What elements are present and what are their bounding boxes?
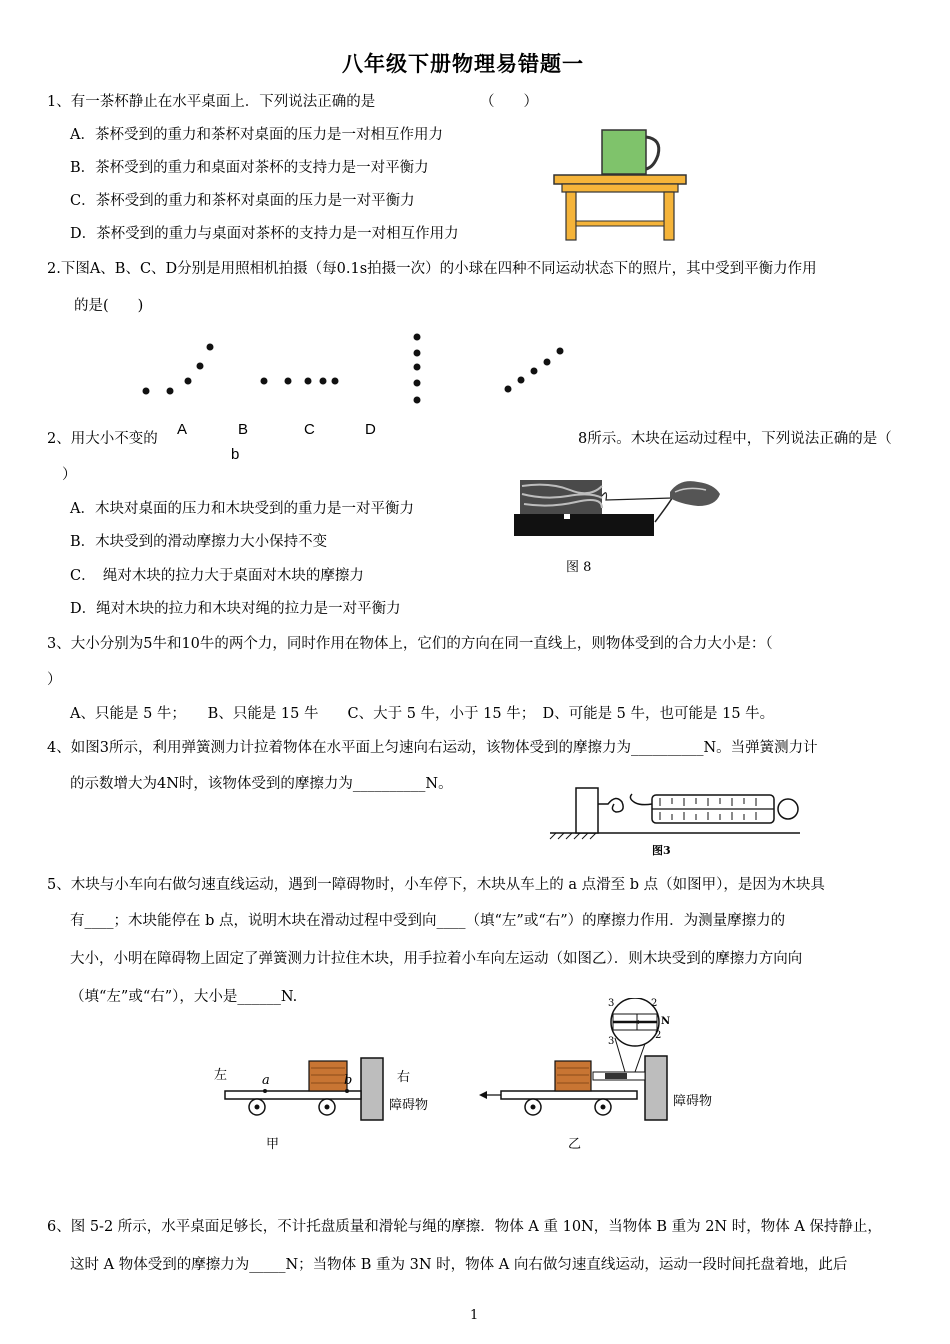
photo-label-d: D — [365, 421, 376, 438]
scale-label-top: 2 — [651, 998, 658, 1009]
hook — [598, 798, 623, 812]
q2b-close: ） — [62, 467, 77, 483]
photo-label-a: A — [177, 421, 188, 438]
table-leg-left — [566, 192, 576, 240]
photo-a-dots — [143, 344, 214, 395]
caption-yi: 乙 — [568, 1137, 582, 1152]
label-right: 右 — [397, 1070, 411, 1085]
q2a-line1: 2.下图A、B、C、D分别是用照相机拍摄（每0.1s拍摄一次）的小球在四种不同运动状态下的照片，其中受到平衡力作用 — [47, 261, 817, 277]
q2b-option-a: A．木块对桌面的压力和木块受到的重力是一对平衡力 — [70, 501, 414, 517]
q6-line2: 这时 A 物体受到的摩擦力为_____N；当物体 B 重为 3N 时，物体 A 向右做匀速直线运动，运动一段时间托盘着地，此后 — [70, 1257, 848, 1273]
q2b-option-d: D．绳对木块的拉力和木块对绳的拉力是一对平衡力 — [70, 601, 401, 617]
photo-d-dots — [505, 348, 564, 393]
q1-option-a: A．茶杯受到的重力和茶杯对桌面的压力是一对相互作用力 — [70, 127, 443, 143]
q6-line1: 6、图 5-2 所示，水平桌面足够长，不计托盘质量和滑轮与绳的摩擦．物体 A 重 10N，当物体 B 重为 2N 时，物体 A 保持静止， — [47, 1219, 882, 1235]
wood-block — [309, 1061, 347, 1091]
q1-stem: 1、有一茶杯静止在水平桌面上．下列说法正确的是 — [47, 94, 376, 110]
scale-label-left-top: 3 — [608, 998, 615, 1009]
q3-line1: 3、大小分别为5牛和10牛的两个力，同时作用在物体上，它们的方向在同一直线上，则物体受到的合力大小是：（ — [47, 636, 773, 652]
q2a-line2: 的是( ) — [74, 298, 144, 314]
label-left: 左 — [214, 1068, 228, 1083]
label-obstacle-jia: 障碍物 — [389, 1098, 429, 1113]
cup-on-table-figure — [550, 125, 690, 243]
string — [602, 493, 672, 500]
page-title: 八年级下册物理易错题一 — [342, 51, 584, 76]
photo-label-c: C — [304, 421, 315, 438]
figure-8-caption: 图 8 — [566, 560, 592, 575]
cart-deck — [501, 1091, 637, 1099]
q1-option-c: C．茶杯受到的重力和茶杯对桌面的压力是一对平衡力 — [70, 193, 415, 209]
q5-line2: 有____；木块能停在 b 点，说明木块在滑动过程中受到向____（填“左”或“右”）的摩擦力作用．为测量摩擦力的 — [70, 913, 786, 929]
scale-label-right: 2 — [655, 1030, 662, 1041]
wood-block — [555, 1061, 591, 1091]
obstacle — [361, 1058, 383, 1120]
q1-option-d: D．茶杯受到的重力与桌面对茶杯的支持力是一对相互作用力 — [70, 226, 459, 242]
cart-figure-jia — [215, 1052, 395, 1122]
table-top — [554, 175, 686, 184]
table-apron — [562, 184, 678, 192]
label-point-b: b — [344, 1073, 353, 1088]
photo-b-dots — [261, 378, 339, 385]
block-pull-figure — [510, 472, 730, 547]
q5-line1: 5、木块与小车向右做匀速直线运动，遇到一障碍物时，小车停下，木块从车上的 a 点滑至 b 点（如图甲），是因为木块具 — [47, 877, 825, 893]
q5-line3: 大小，小明在障碍物上固定了弹簧测力计拉住木块，用手拉着小车向左运动（如图乙）．则木块受到的摩擦力方向向 — [70, 951, 803, 967]
table-surface — [514, 514, 654, 536]
q4-line2: 的示数增大为4N时，该物体受到的摩擦力为__________N。 — [70, 776, 453, 792]
table-leg-right — [664, 192, 674, 240]
q3-options: A、只能是 5 牛； B、只能是 15 牛 C、大于 5 牛，小于 15 牛； D、可能是 5 牛，也可能是 15 牛。 — [70, 706, 775, 722]
block — [576, 788, 598, 833]
figure-3-caption: 图3 — [652, 844, 671, 857]
q2b-stem-right: 8所示。木块在运动过程中，下列说法正确的是（ — [578, 431, 892, 447]
label-obstacle-yi: 障碍物 — [673, 1094, 713, 1109]
scale-ring — [778, 799, 798, 819]
hand — [670, 481, 720, 506]
scale-label-left-bot: 3 — [608, 1036, 615, 1047]
table-rail — [576, 221, 664, 226]
q3-line2: ） — [47, 672, 62, 688]
obstacle — [645, 1056, 667, 1120]
label-point-a: a — [262, 1073, 270, 1088]
spring-scale-figure — [548, 780, 808, 840]
scale-label-mid: N — [661, 1016, 671, 1027]
page-number: 1 — [470, 1308, 479, 1323]
photo-label-b-lower: b — [231, 446, 240, 463]
photo-label-b: B — [238, 421, 249, 438]
caption-jia: 甲 — [266, 1137, 280, 1152]
ball-motion-photos — [130, 325, 590, 410]
q5-line4: （填“左”或“右”），大小是______N. — [70, 989, 298, 1005]
q1-bracket: （ ） — [480, 94, 538, 110]
cup-handle — [646, 137, 659, 169]
q2b-stem-left: 2、用大小不变的 — [47, 431, 158, 447]
q4-line1: 4、如图3所示，利用弹簧测力计拉着物体在水平面上匀速向右运动，该物体受到的摩擦力为__________N。当弹簧测力计 — [47, 740, 818, 756]
cart-deck — [225, 1091, 361, 1099]
q2b-option-b: B．木块受到的滑动摩擦力大小保持不变 — [70, 534, 328, 550]
cup-body — [602, 130, 646, 174]
q1-option-b: B．茶杯受到的重力和桌面对茶杯的支持力是一对平衡力 — [70, 160, 429, 176]
q2b-option-c: C． 绳对木块的拉力大于桌面对木块的摩擦力 — [70, 568, 364, 584]
photo-c-dots — [414, 334, 421, 404]
